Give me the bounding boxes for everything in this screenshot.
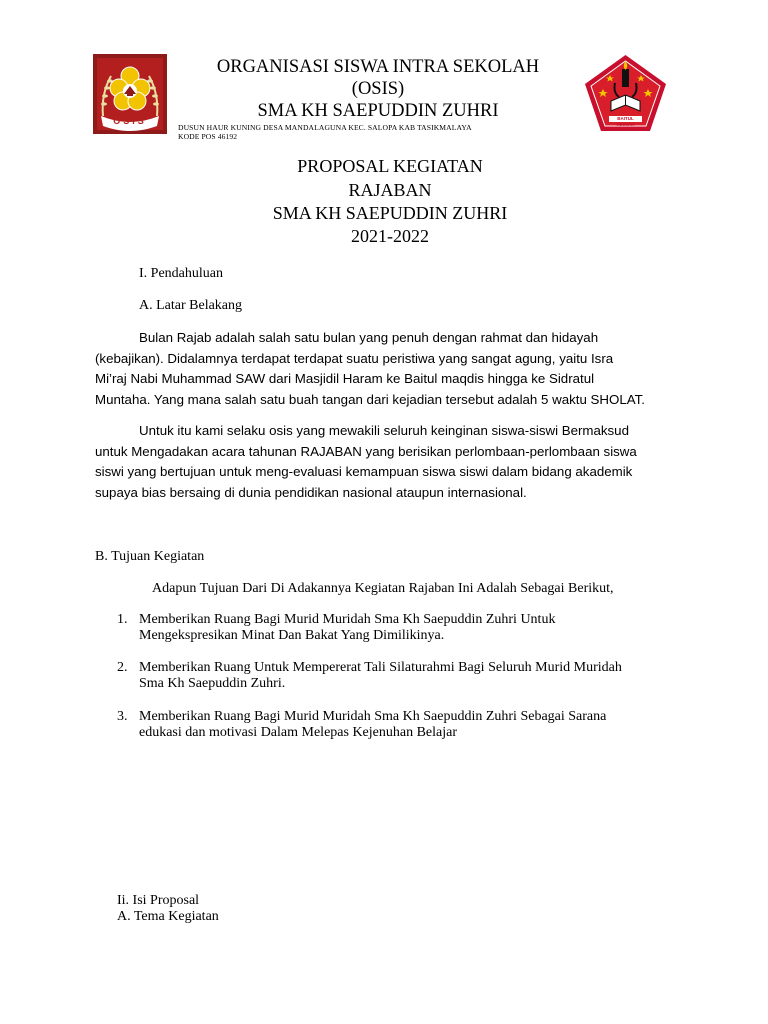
school-logo xyxy=(583,53,668,133)
paragraph-background-2 xyxy=(95,421,677,503)
school-name: SMA KH SAEPUDDIN ZUHRI xyxy=(257,101,499,121)
paragraph-line: siswi yang bertujuan untuk meng-evaluasi kemampuan siswa siswi dalam bidang akademik xyxy=(95,464,633,479)
paragraph-line: Untuk itu kami selaku osis yang mewakili seluruh keinginan siswa-siswi Bermaksud xyxy=(139,423,629,438)
paragraph-line: untuk Mengadakan acara tahunan RAJABAN yang berisikan perlombaan-perlombaan siswa xyxy=(95,443,637,459)
paragraph-line: Bulan Rajab adalah salah satu bulan yang penuh dengan rahmat dan hidayah xyxy=(139,330,599,345)
list-item-line: Memberikan Ruang Untuk Mempererat Tali Silaturahmi Bagi Seluruh Murid Muridah xyxy=(139,660,622,675)
postal-code: KODE POS 46192 xyxy=(178,132,238,141)
org-name: ORGANISASI SISWA INTRA SEKOLAH xyxy=(216,57,540,77)
list-item-line: Memberikan Ruang Bagi Murid Muridah Sma Kh Saepuddin Zuhri Sebagai Sarana xyxy=(139,709,607,724)
paragraph-line: Mi’raj Nabi Muhammad SAW dari Masjidil Haram ke Baitul maqdis hingga ke Sidratul xyxy=(95,371,595,386)
list-item xyxy=(139,709,699,741)
list-number: 2. xyxy=(117,660,128,675)
academic-year: 2021-2022 xyxy=(351,226,429,246)
section-heading-proposal-content: Ii. Isi Proposal xyxy=(117,893,200,908)
list-number: 1. xyxy=(117,612,128,627)
school-address: DUSUN HAUR KUNING DESA MANDALAGUNA KEC. SALOPA KAB TASIKMALAYA xyxy=(178,123,472,132)
subheading-background: A. Latar Belakang xyxy=(139,298,243,313)
title-school-name: SMA KH SAEPUDDIN ZUHRI xyxy=(272,203,508,223)
objectives-intro: Adapun Tujuan Dari Di Adakannya Kegiatan Rajaban Ini Adalah Sebagai Berikut, xyxy=(152,581,614,596)
subheading-event-theme: A. Tema Kegiatan xyxy=(117,909,219,924)
proposal-title: PROPOSAL KEGIATAN xyxy=(297,156,483,176)
list-item-line: Sma Kh Saepuddin Zuhri. xyxy=(139,676,286,691)
list-item xyxy=(139,612,699,644)
section-heading-introduction: I. Pendahuluan xyxy=(139,266,223,281)
school-logo-text: BAITUL HIKMAH xyxy=(616,116,635,127)
section-heading-objectives: B. Tujuan Kegiatan xyxy=(95,549,205,564)
list-item xyxy=(139,660,699,692)
list-item-line: Mengekspresikan Minat Dan Bakat Yang Dimilikinya. xyxy=(139,628,445,643)
paragraph-line: (kebajikan). Didalamnya terdapat terdapat suatu peristiwa yang sangat agung, yaitu Isra xyxy=(95,350,614,366)
list-item-line: Memberikan Ruang Bagi Murid Muridah Sma Kh Saepuddin Zuhri Untuk xyxy=(139,612,556,627)
list-item-line: edukasi dan motivasi Dalam Melepas Kejenuhan Belajar xyxy=(139,725,458,740)
event-name: RAJABAN xyxy=(348,180,432,200)
paragraph-line: supaya bias bersaing di dunia pendidikan nasional ataupun internasional. xyxy=(95,484,527,500)
paragraph-line: Muntaha. Yang mana salah satu buah tangan dari kejadian tersebut adalah 5 waktu SHOLAT. xyxy=(95,391,645,407)
list-number: 3. xyxy=(117,709,128,724)
paragraph-background-1 xyxy=(95,328,677,410)
org-acronym: (OSIS) xyxy=(351,79,405,99)
osis-logo xyxy=(93,54,167,134)
osis-logo-text: OSIS xyxy=(113,116,147,126)
